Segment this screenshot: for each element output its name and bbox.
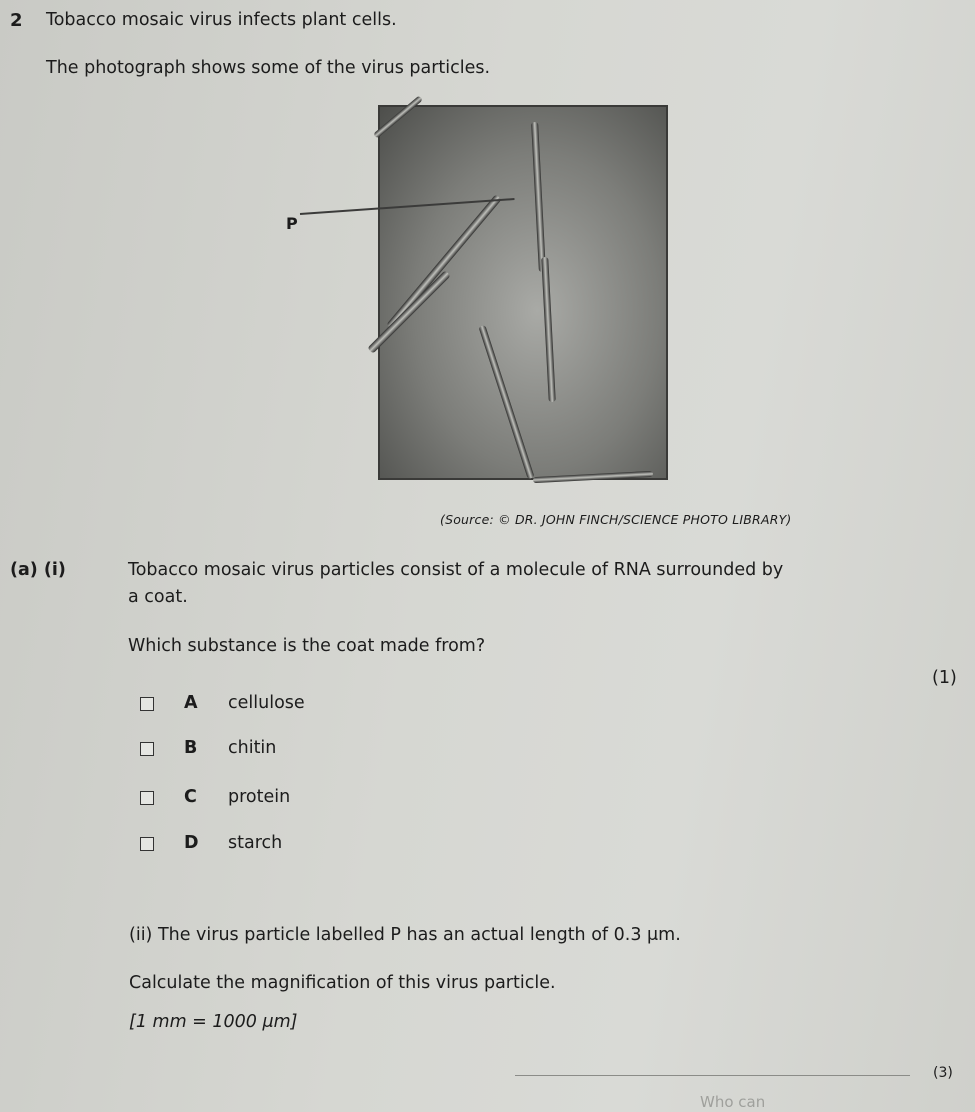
- part-a-ii-prompt: Calculate the magnification of this virus particle.: [129, 973, 556, 993]
- virus-rod: [541, 257, 556, 402]
- question-intro: The photograph shows some of the virus particles.: [46, 58, 491, 78]
- part-a-i-text-line1: Tobacco mosaic virus particles consist of a molecule of RNA surrounded by: [128, 560, 784, 580]
- marks-a-i: (1): [932, 668, 957, 688]
- virus-rod: [367, 270, 450, 353]
- virus-rod: [531, 122, 546, 272]
- option-c-letter: C: [184, 787, 197, 807]
- option-a-checkbox[interactable]: [140, 697, 154, 711]
- answer-line[interactable]: [515, 1075, 910, 1076]
- faded-overlay-text: Who can: [700, 1093, 766, 1111]
- virus-photograph: [378, 105, 668, 480]
- part-a-i-text-line2: a coat.: [128, 587, 188, 607]
- option-d-checkbox[interactable]: [140, 837, 154, 851]
- option-b-checkbox[interactable]: [140, 742, 154, 756]
- option-b-text: chitin: [228, 738, 277, 758]
- part-a-i-label: (a) (i): [10, 560, 66, 580]
- option-d-text: starch: [228, 833, 283, 853]
- virus-rod: [373, 95, 423, 138]
- part-a-i-prompt: Which substance is the coat made from?: [128, 636, 486, 656]
- unit-conversion: [1 mm = 1000 μm]: [129, 1012, 298, 1032]
- option-c-text: protein: [228, 787, 291, 807]
- option-d-letter: D: [184, 833, 199, 853]
- question-stem: Tobacco mosaic virus infects plant cells.: [46, 10, 397, 30]
- question-number: 2: [10, 10, 23, 31]
- part-a-ii-text: (ii) The virus particle labelled P has an actual length of 0.3 μm.: [129, 925, 681, 945]
- particle-label-p: P: [286, 214, 298, 233]
- option-c-checkbox[interactable]: [140, 791, 154, 805]
- option-a-text: cellulose: [228, 693, 305, 713]
- photo-source: (Source: © DR. JOHN FINCH/SCIENCE PHOTO LIBRARY): [440, 512, 792, 527]
- virus-rod: [478, 325, 534, 479]
- virus-rod: [386, 194, 501, 329]
- option-a-letter: A: [184, 693, 198, 713]
- virus-rod: [533, 471, 653, 483]
- marks-a-ii: (3): [933, 1065, 953, 1081]
- option-b-letter: B: [184, 738, 198, 758]
